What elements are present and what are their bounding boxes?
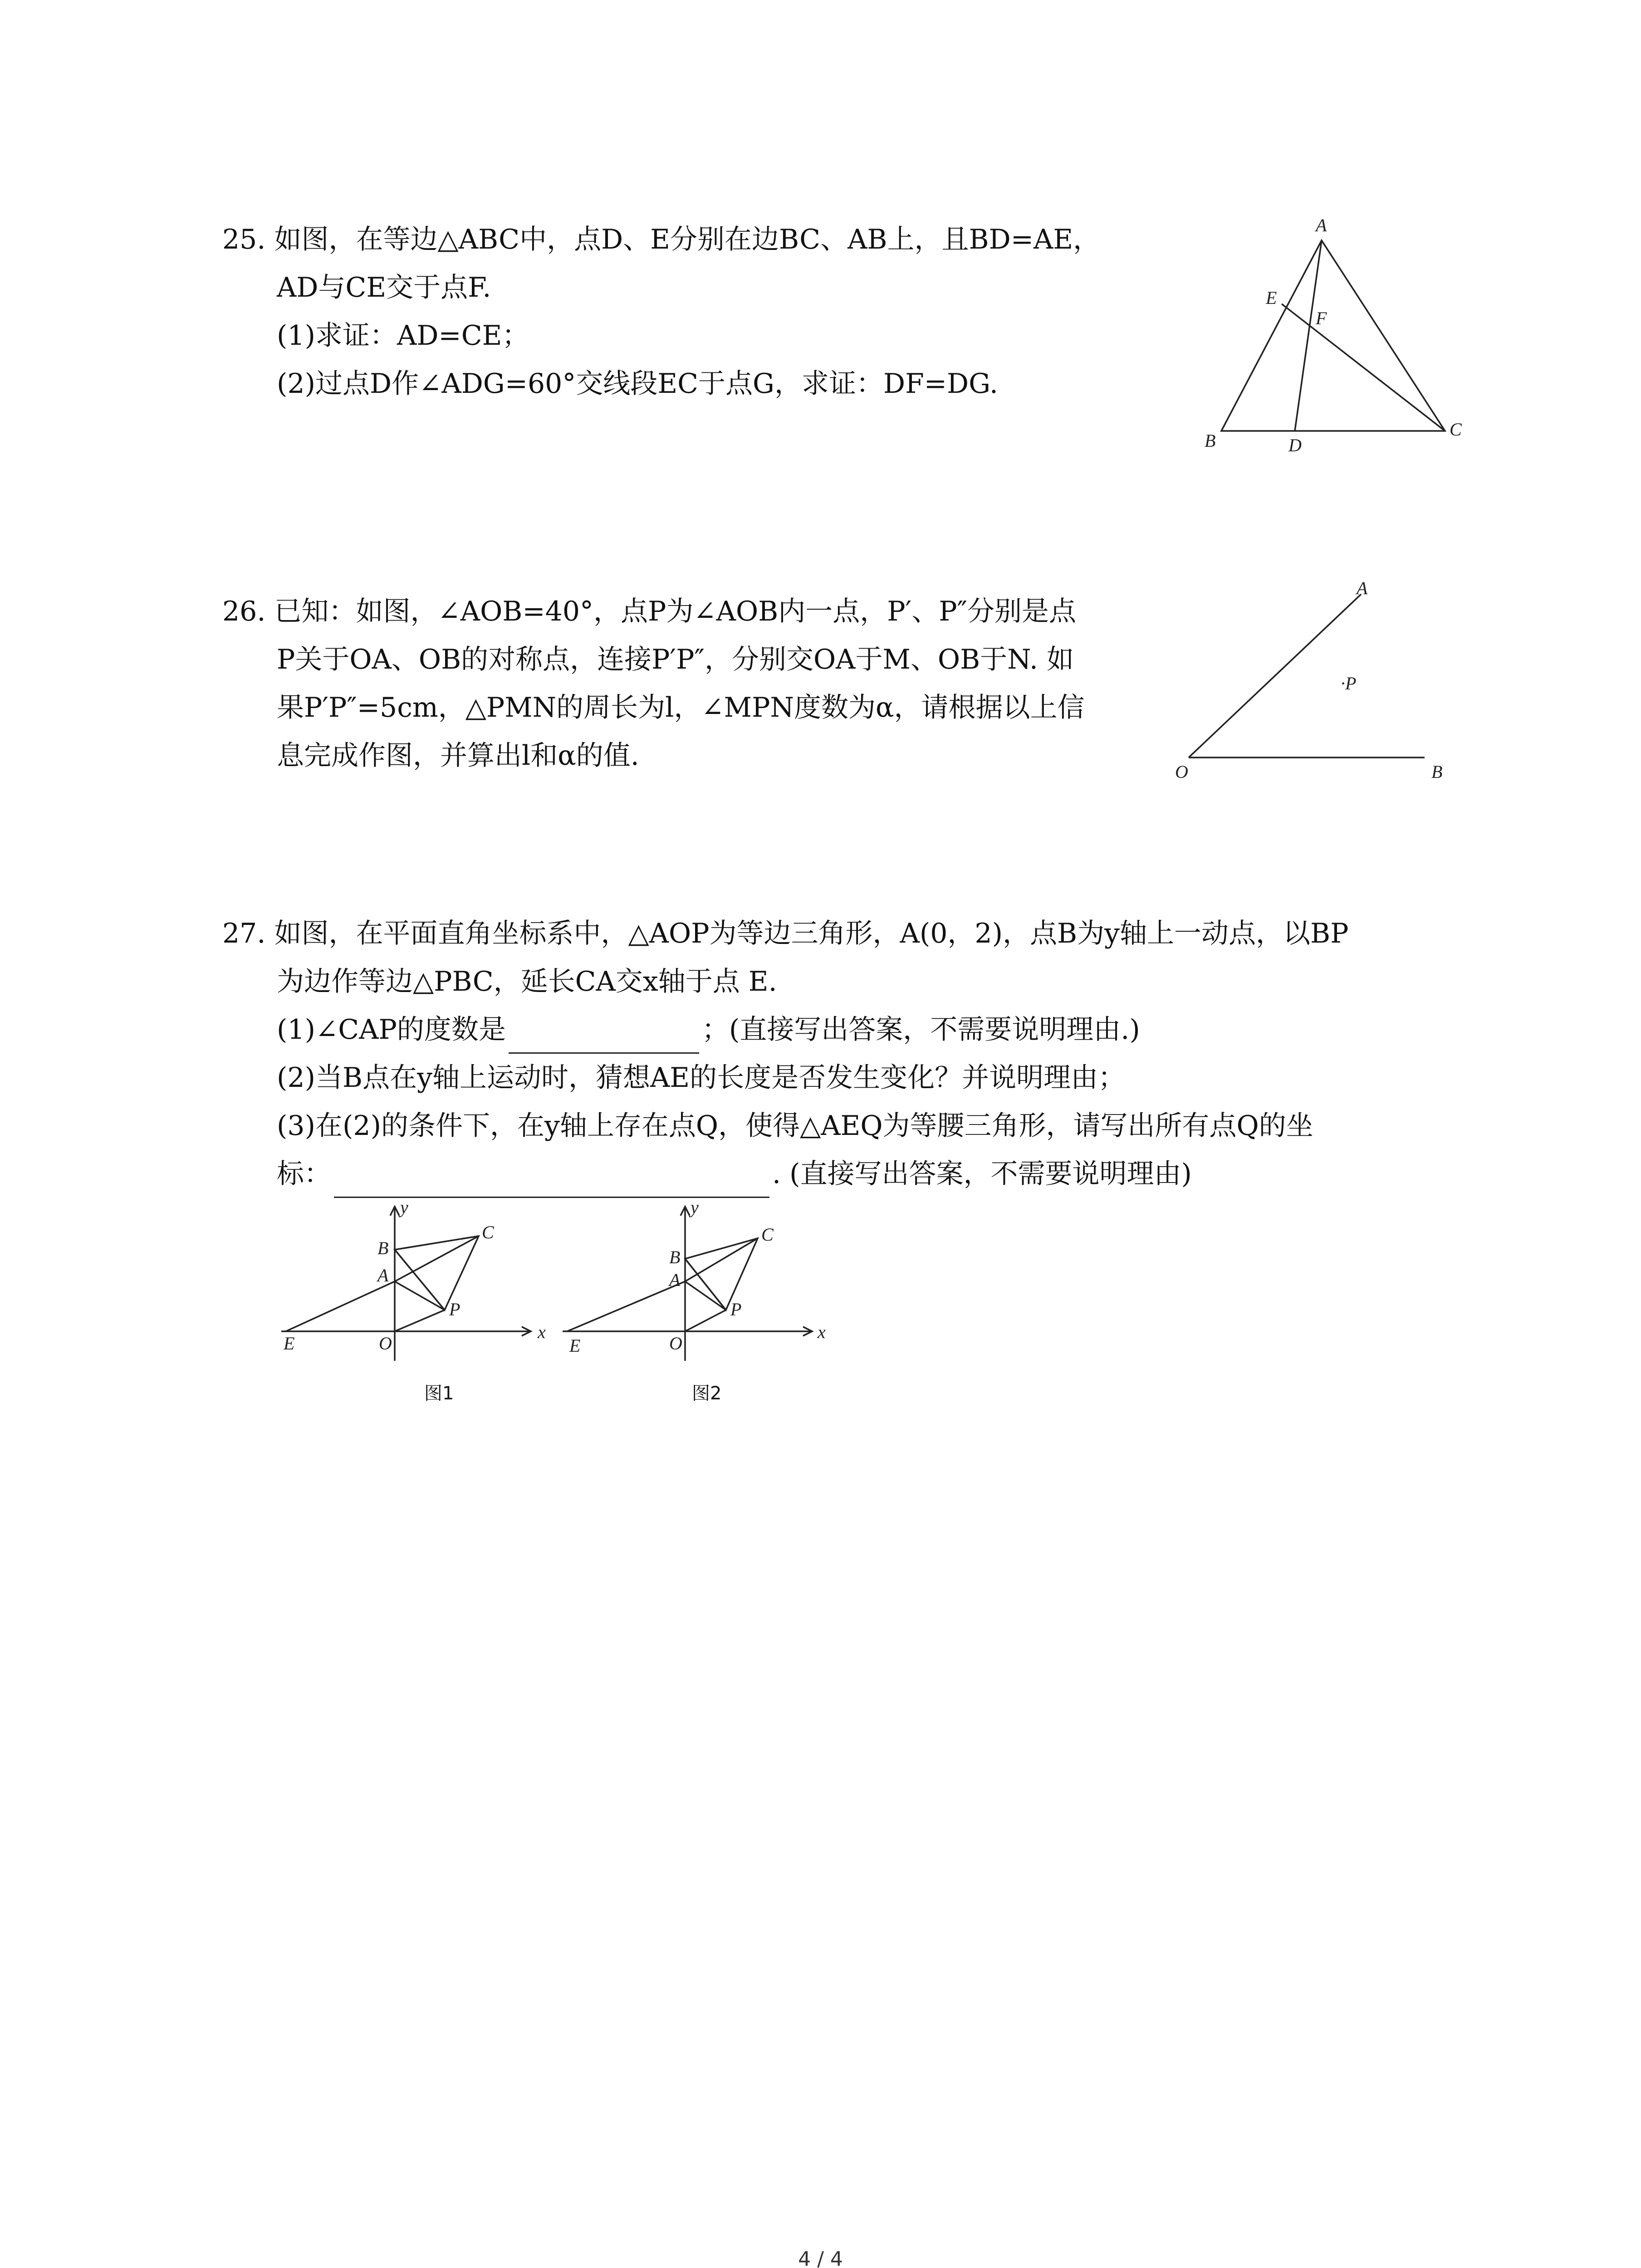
q3-answer-blank[interactable]: [334, 1168, 769, 1198]
problem-26-line-4: 息完成作图，并算出l和α的值.: [277, 740, 639, 772]
q3-note: . (直接写出答案，不需要说明理由): [772, 1158, 1192, 1190]
problem-26-line-1: 26. 已知：如图，∠AOB=40°，点P为∠AOB内一点，P′、P″分别是点: [222, 596, 1077, 627]
figure-27-2: [558, 1197, 830, 1379]
label-c: C: [482, 1222, 494, 1242]
label-e: E: [569, 1335, 581, 1356]
label-y: y: [400, 1197, 408, 1217]
label-c: C: [761, 1224, 774, 1245]
problem-27-q1: [277, 1006, 1140, 1054]
label-a: A: [377, 1265, 389, 1286]
label-a: A: [1316, 215, 1327, 235]
label-p: ·P: [1341, 673, 1357, 694]
label-b: B: [669, 1247, 681, 1267]
page-number: 4 / 4: [798, 2248, 843, 2268]
problem-26-line-2: P关于OA、OB的对称点，连接P′P″，分别交OA于M、OB于N. 如: [277, 644, 1074, 675]
label-e: E: [1266, 288, 1277, 308]
segment-ec: [1282, 304, 1445, 431]
label-f: F: [1316, 308, 1327, 328]
segment-op: [395, 1310, 445, 1331]
ray-oa: [1189, 594, 1361, 758]
q3-text: 标：: [277, 1158, 331, 1190]
label-b: B: [1205, 430, 1216, 451]
segment-ad: [1295, 240, 1322, 431]
segment-ap: [685, 1281, 726, 1310]
label-d: D: [1288, 435, 1302, 455]
label-b: B: [1431, 762, 1443, 782]
label-x: x: [538, 1322, 546, 1342]
label-p: P: [449, 1299, 460, 1320]
problem-25-line-1: 25. 如图，在等边△ABC中，点D、E分别在边BC、AB上，且BD=AE，: [222, 224, 1101, 255]
label-x: x: [818, 1322, 826, 1342]
label-b: B: [377, 1238, 389, 1258]
label-a: A: [669, 1270, 681, 1290]
q1-text: (1)∠CAP的度数是: [277, 1014, 506, 1046]
label-y: y: [691, 1197, 699, 1217]
figure-2-caption: 图2: [692, 1383, 722, 1404]
label-e: E: [284, 1333, 295, 1354]
figure-1-caption: 图1: [424, 1383, 454, 1404]
problem-27-q3-line-1: (3)在(2)的条件下，在y轴上存在点Q，使得△AEQ为等腰三角形，请写出所有点Q的坐: [277, 1110, 1313, 1142]
q1-answer-blank[interactable]: [509, 1024, 699, 1054]
figure-26-angle: [1161, 578, 1479, 789]
figure-27-1: [277, 1197, 549, 1379]
problem-27-line-2: 为边作等边△PBC，延长CA交x轴于点 E.: [277, 966, 777, 997]
triangle-pbc: [395, 1236, 479, 1310]
segment-bp: [685, 1259, 726, 1310]
label-c: C: [1450, 419, 1462, 440]
segment-ea: [286, 1281, 395, 1331]
problem-27-line-1: 27. 如图，在平面直角坐标系中，△AOP为等边三角形，A(0，2)，点B为y轴上一动点，以BP: [222, 918, 1349, 949]
problem-27-q2: (2)当B点在y轴上运动时，猜想AE的长度是否发生变化？并说明理由；: [277, 1062, 1126, 1094]
q1-note: ；(直接写出答案，不需要说明理由.): [701, 1014, 1140, 1046]
segment-ac: [685, 1238, 758, 1281]
segment-ea: [567, 1281, 685, 1331]
problem-25-line-4: (2)过点D作∠ADG=60°交线段EC于点G，求证：DF=DG.: [277, 368, 998, 400]
label-o: O: [1175, 762, 1188, 782]
segment-op: [685, 1310, 726, 1331]
segment-ap: [395, 1281, 445, 1310]
triangle-abc: [1221, 240, 1445, 431]
problem-25-line-3: (1)求证：AD=CE；: [277, 320, 529, 352]
problem-25-line-2: AD与CE交于点F.: [277, 272, 491, 303]
problem-26-line-3: 果P′P″=5cm，△PMN的周长为l，∠MPN度数为α，请根据以上信: [277, 692, 1085, 723]
label-o: O: [669, 1333, 682, 1354]
label-o: O: [379, 1333, 392, 1354]
label-a: A: [1357, 578, 1368, 598]
problem-27-q3-line-2: [277, 1150, 1192, 1198]
figure-25-triangle: [1180, 213, 1488, 467]
label-p: P: [730, 1299, 742, 1320]
